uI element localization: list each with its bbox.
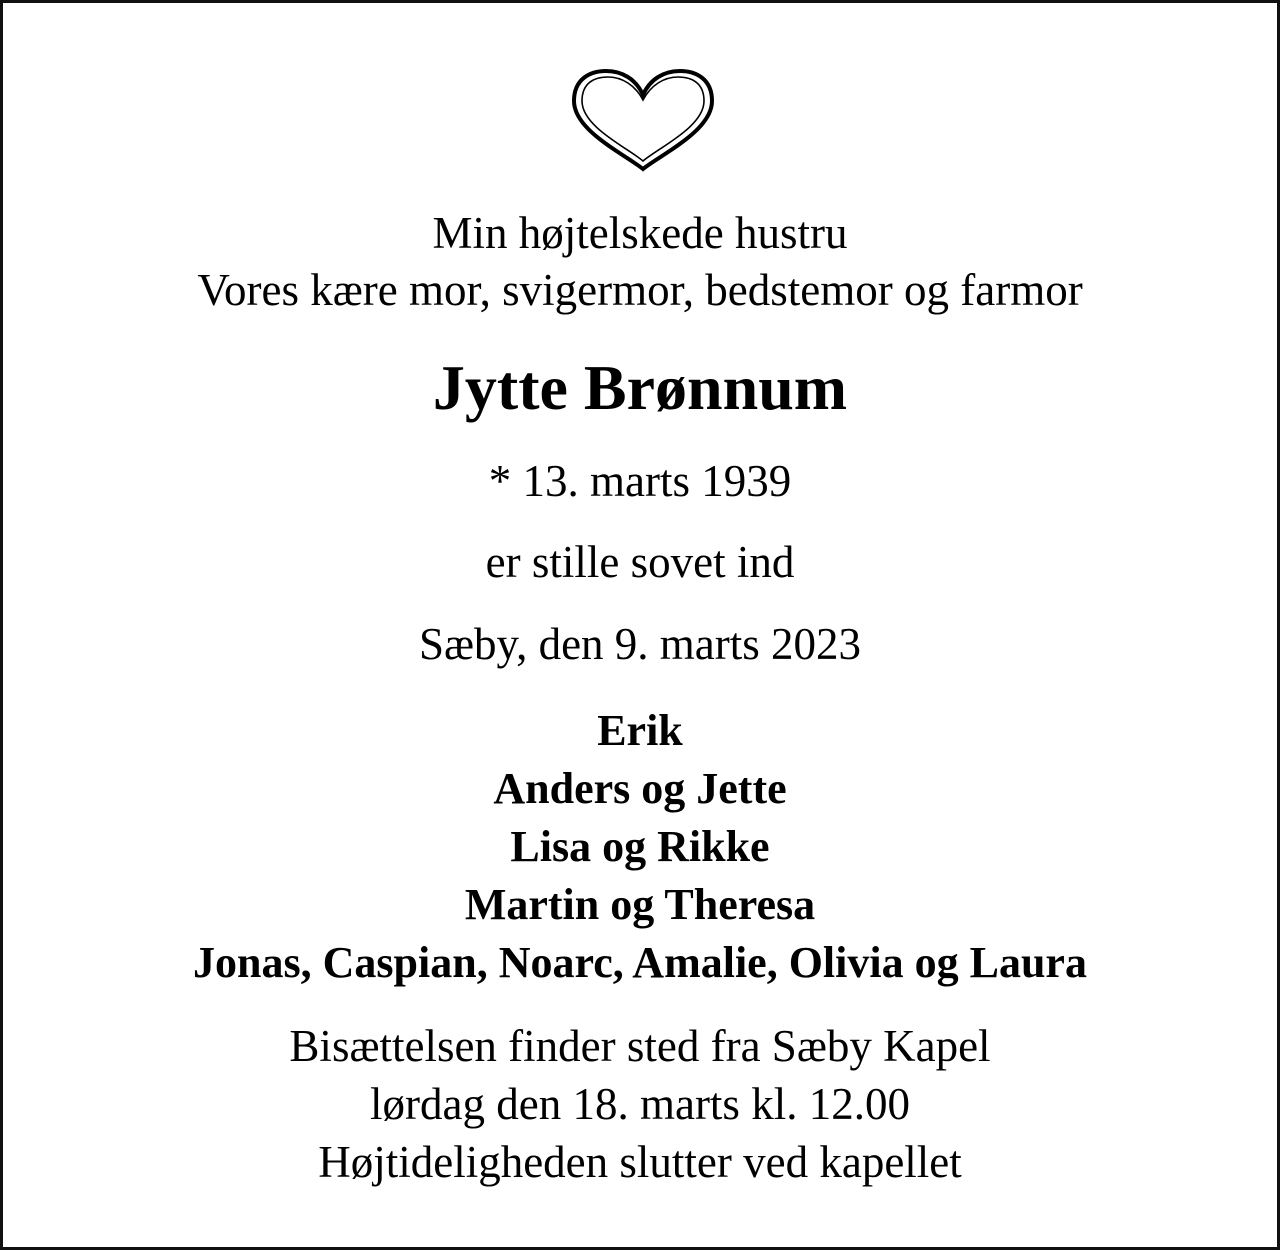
service-line-1: Bisættelsen finder sted fra Sæby Kapel — [289, 1021, 991, 1071]
family-line-1: Erik — [597, 706, 683, 755]
family-line-4: Martin og Theresa — [464, 880, 816, 929]
passing-statement: er stille sovet ind — [485, 537, 795, 587]
family-line-2: Anders og Jette — [493, 764, 787, 813]
service-line-3: Højtideligheden slutter ved kapellet — [318, 1137, 962, 1187]
service-line-2: lørdag den 18. marts kl. 12.00 — [370, 1079, 910, 1129]
family-line-3: Lisa og Rikke — [510, 822, 770, 871]
deceased-name: Jytte Brønnum — [432, 352, 848, 423]
heart-icon — [568, 67, 718, 175]
birth-date: * 13. marts 1939 — [488, 456, 792, 506]
family-line-5: Jonas, Caspian, Noarc, Amalie, Olivia og Laura — [193, 938, 1087, 987]
place-and-date: Sæby, den 9. marts 2023 — [418, 619, 862, 669]
intro-line-2: Vores kære mor, svigermor, bedstemor og farmor — [197, 265, 1083, 315]
intro-line-1: Min højtelskede hustru — [432, 208, 848, 258]
